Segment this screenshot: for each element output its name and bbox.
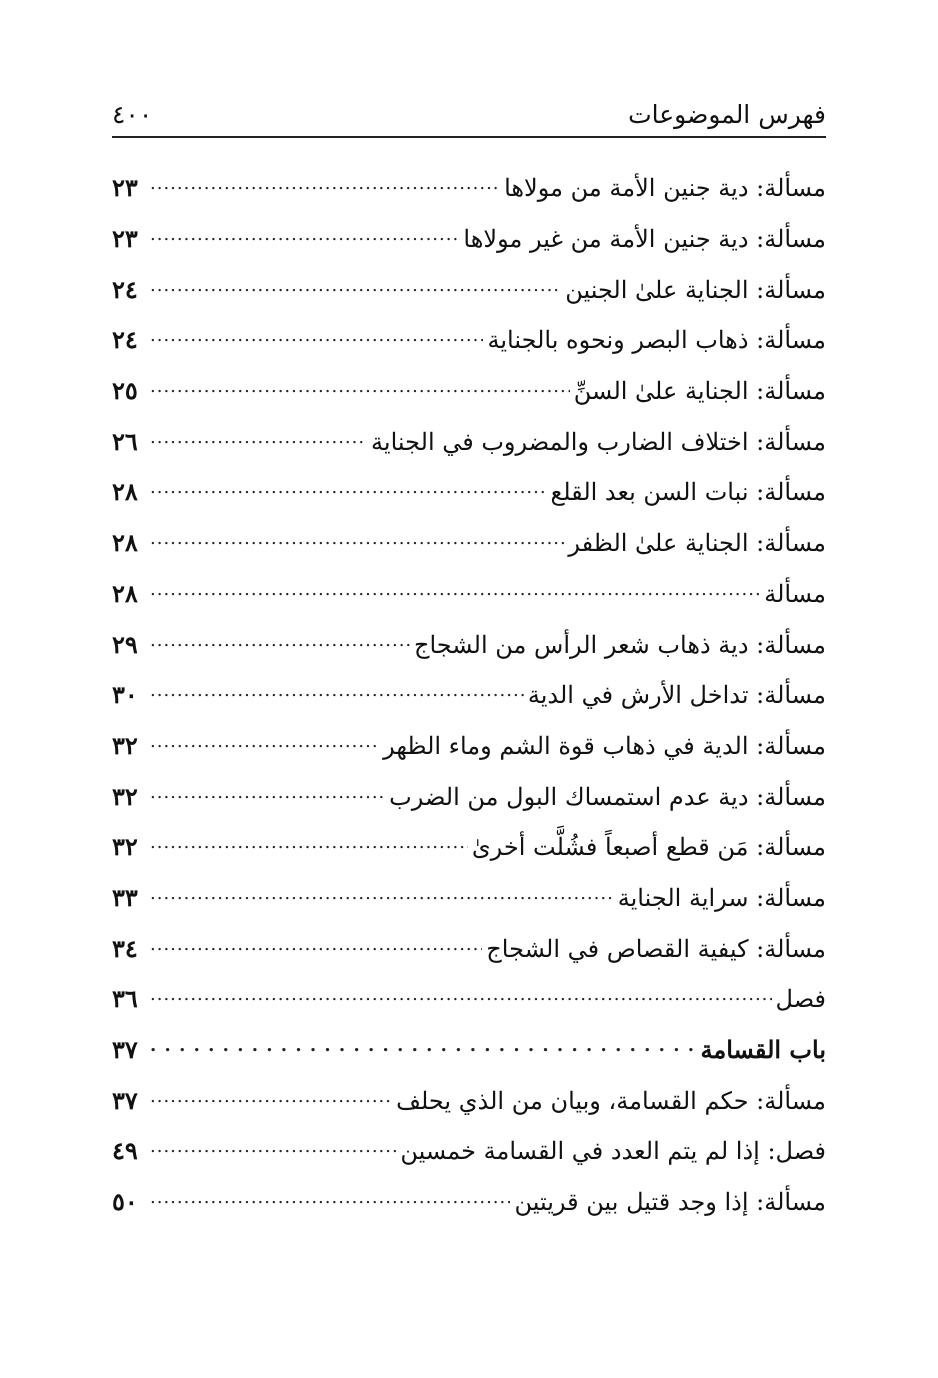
toc-entry-page: ٢٣	[112, 224, 138, 254]
toc-entry	[112, 1126, 826, 1177]
dot-leader	[150, 1035, 696, 1065]
toc-entry	[112, 214, 826, 265]
dot-leader	[150, 680, 524, 710]
toc-entry-title: مسألة	[764, 579, 826, 608]
toc-entry-page: ٢٨	[112, 578, 138, 608]
toc-entry-title: مسألة: تداخل الأرش في الدية	[527, 681, 826, 710]
toc-entry-page: ٣٦	[112, 984, 138, 1014]
toc-entry-title: مسألة: نبات السن بعد القلع	[550, 478, 826, 507]
toc-entry	[112, 366, 826, 417]
toc-entry	[112, 264, 826, 315]
toc-entry-title: مسألة: اختلاف الضارب والمضروب في الجناية	[371, 427, 826, 456]
toc-entry-page: ٣٧	[112, 1035, 138, 1065]
dot-leader	[150, 376, 570, 406]
toc-entry	[112, 518, 826, 569]
dot-leader	[150, 1086, 392, 1116]
toc-entry	[112, 822, 826, 873]
toc-entry-page: ٢٤	[112, 274, 138, 304]
toc-entry-page: ٢٨	[112, 477, 138, 507]
toc-entry-page: ٥٠	[112, 1187, 138, 1217]
toc-entry	[112, 416, 826, 467]
toc-entry-page: ٢٣	[112, 173, 138, 203]
toc-entry-title: مسألة: دية جنين الأمة من غير مولاها	[463, 225, 826, 254]
table-of-contents	[112, 163, 826, 1227]
toc-entry-title: مسألة: ذهاب البصر ونحوه بالجناية	[487, 326, 826, 355]
document-page	[112, 0, 826, 1378]
toc-entry-page: ٢٥	[112, 376, 138, 406]
toc-entry	[112, 1075, 826, 1126]
toc-entry	[112, 1177, 826, 1228]
toc-entry-title: مسألة: إذا وجد قتيل بين قريتين	[514, 1188, 826, 1217]
running-title: فهرس الموضوعات	[628, 100, 826, 129]
toc-entry-title: مسألة: حكم القسامة، وبيان من الذي يحلف	[396, 1086, 826, 1115]
toc-entry-title: فصل: إذا لم يتم العدد في القسامة خمسين	[400, 1137, 826, 1166]
toc-entry-page: ٤٩	[112, 1136, 138, 1166]
toc-entry	[112, 771, 826, 822]
dot-leader	[150, 1187, 510, 1217]
toc-entry-page: ٣٤	[112, 933, 138, 963]
dot-leader	[150, 731, 379, 761]
dot-leader	[150, 275, 561, 305]
toc-entry-title: مسألة: مَن قطع أصبعاً فشُلَّت أخرىٰ	[471, 833, 826, 862]
toc-entry-page: ٣٢	[112, 832, 138, 862]
toc-entry	[112, 974, 826, 1025]
toc-entry-page: ٢٦	[112, 426, 138, 456]
page-header	[112, 96, 826, 138]
toc-entry-title: مسألة: سراية الجناية	[617, 883, 826, 912]
dot-leader	[150, 528, 564, 558]
toc-entry-page: ٣٢	[112, 781, 138, 811]
toc-entry-title: مسألة: كيفية القصاص في الشجاج	[486, 934, 826, 963]
toc-entry-page: ٣٣	[112, 882, 138, 912]
dot-leader	[150, 427, 367, 457]
dot-leader	[150, 934, 482, 964]
toc-entry	[112, 873, 826, 924]
dot-leader	[150, 832, 468, 862]
dot-leader	[150, 630, 410, 660]
toc-entry	[112, 721, 826, 772]
toc-entry-page: ٣٠	[112, 680, 138, 710]
toc-entry-page: ٢٤	[112, 325, 138, 355]
toc-entry-title: مسألة: دية عدم استمساك البول من الضرب	[389, 782, 826, 811]
toc-entry	[112, 1025, 826, 1076]
toc-entry-page: ٣٢	[112, 730, 138, 760]
toc-entry-page: ٢٨	[112, 528, 138, 558]
toc-entry-title: فصل	[775, 985, 826, 1014]
toc-entry	[112, 467, 826, 518]
page-number: ٤٠٠	[112, 100, 153, 129]
toc-entry	[112, 569, 826, 620]
toc-entry-page: ٣٧	[112, 1085, 138, 1115]
dot-leader	[150, 325, 483, 355]
toc-entry-title: مسألة: الجناية علىٰ السنِّ	[573, 377, 826, 406]
dot-leader	[150, 224, 459, 254]
dot-leader	[150, 984, 772, 1014]
dot-leader	[150, 173, 500, 203]
dot-leader	[150, 782, 385, 812]
toc-entry	[112, 315, 826, 366]
toc-entry	[112, 619, 826, 670]
toc-entry-title: باب القسامة	[700, 1035, 826, 1065]
toc-entry-title: مسألة: دية جنين الأمة من مولاها	[504, 174, 826, 203]
dot-leader	[150, 883, 614, 913]
toc-entry-title: مسألة: الجناية علىٰ الجنين	[565, 275, 826, 304]
toc-entry	[112, 163, 826, 214]
toc-entry-title: مسألة: الدية في ذهاب قوة الشم وماء الظهر	[383, 731, 826, 760]
dot-leader	[150, 579, 760, 609]
toc-entry	[112, 923, 826, 974]
toc-entry-title: مسألة: الجناية علىٰ الظفر	[568, 529, 826, 558]
dot-leader	[150, 1136, 396, 1166]
toc-entry-page: ٢٩	[112, 629, 138, 659]
toc-entry-title: مسألة: دية ذهاب شعر الرأس من الشجاج	[413, 630, 826, 659]
dot-leader	[150, 477, 546, 507]
toc-entry	[112, 670, 826, 721]
